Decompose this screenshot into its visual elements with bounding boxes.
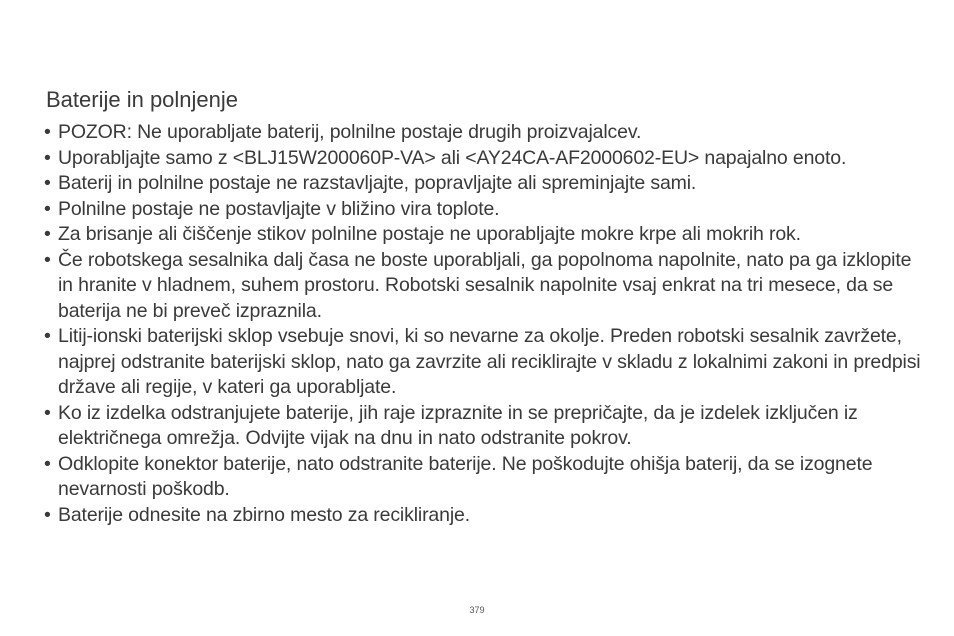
safety-bullet-list <box>44 120 924 528</box>
list-item-text: Uporabljajte samo z <BLJ15W200060P-VA> ali <AY24CA-AF2000602-EU> napajalno enoto. <box>58 146 847 169</box>
list-item <box>44 197 924 223</box>
list-item <box>44 120 924 146</box>
list-item <box>44 222 924 248</box>
section-title: Baterije in polnjenje <box>46 87 239 112</box>
page-number: 379 <box>469 605 485 615</box>
bullet-icon: • <box>44 172 51 194</box>
list-item-text: Ko iz izdelka odstranjujete baterije, jih raje izpraznite in se prepričajte, da je izdelek izključen iz električnega omrežja. Odvijte vijak na dnu in nato odstranite pokrov. <box>58 401 858 449</box>
list-item-text: Polnilne postaje ne postavljajte v bližino vira toplote. <box>58 197 500 220</box>
bullet-icon: • <box>44 452 51 475</box>
list-item-text: Za brisanje ali čiščenje stikov polnilne postaje ne uporabljajte mokre krpe ali mokrih rok. <box>58 223 801 245</box>
bullet-icon: • <box>44 121 51 143</box>
list-item <box>44 452 924 503</box>
list-item <box>44 146 924 172</box>
list-item-text: Odklopite konektor baterije, nato odstranite baterije. Ne poškodujte ohišja baterij, da se izognete nevarnosti poškodb. <box>58 452 873 500</box>
list-item <box>44 503 924 529</box>
bullet-icon: • <box>44 325 51 347</box>
list-item-text: Če robotskega sesalnika dalj časa ne boste uporabljali, ga popolnoma napolnite, nato pa ga izklopite in hranite v hladnem, suhem prostoru. Robotski sesalnik napolnite vsaj enkrat na tri mesece, da se baterija ne bi preveč izpraznila. <box>58 248 912 322</box>
list-item <box>44 324 924 401</box>
list-item-text: Litij-ionski baterijski sklop vsebuje snovi, ki so nevarne za okolje. Preden robotski sesalnik zavržete, najprej odstranite baterijski sklop, nato ga zavrzite ali reciklirajte v skladu z lokalnimi zakoni in predpisi države ali regije, v kateri ga uporabljate. <box>58 325 921 398</box>
list-item-text: POZOR: Ne uporabljate baterij, polnilne postaje drugih proizvajalcev. <box>58 121 642 143</box>
bullet-icon: • <box>44 146 51 169</box>
bullet-icon: • <box>44 401 51 424</box>
bullet-icon: • <box>44 248 51 271</box>
list-item <box>44 401 924 452</box>
list-item-text: Baterij in polnilne postaje ne razstavljajte, popravljajte ali spreminjajte sami. <box>58 172 697 194</box>
bullet-icon: • <box>44 223 51 245</box>
list-item <box>44 248 924 325</box>
list-item <box>44 171 924 197</box>
list-item-text: Baterije odnesite na zbirno mesto za recikliranje. <box>58 503 470 526</box>
bullet-icon: • <box>44 197 51 220</box>
bullet-icon: • <box>44 503 51 526</box>
